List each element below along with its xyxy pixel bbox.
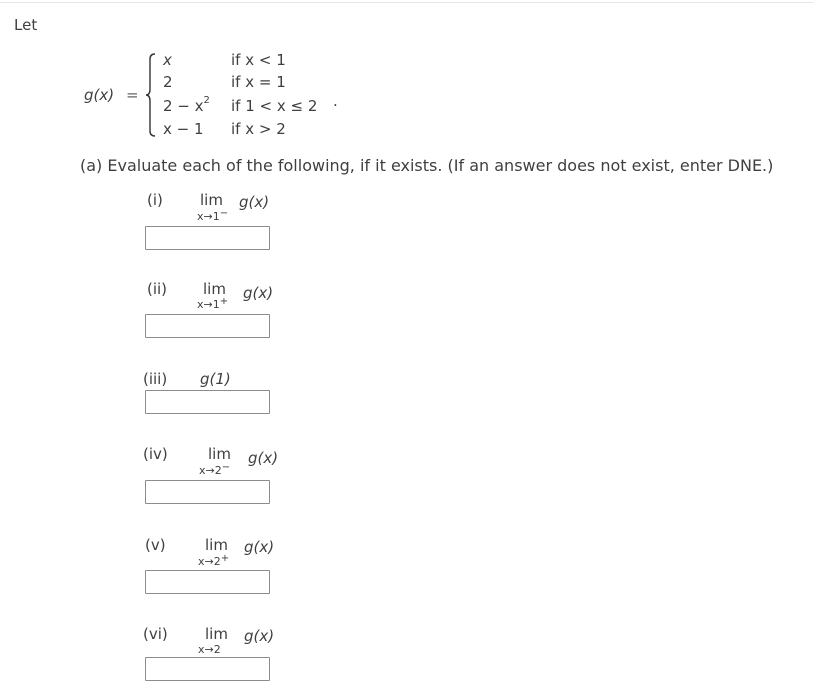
top-divider <box>0 2 813 3</box>
case-4-expr: x − 1 <box>163 120 204 138</box>
answer-input-2[interactable] <box>145 314 270 338</box>
question-2-lim: lim <box>203 280 226 298</box>
case-1-cond: if x < 1 <box>231 51 286 69</box>
question-4-label: (iv) <box>143 445 168 463</box>
part-a-prompt: (a) Evaluate each of the following, if it exists. (If an answer does not exist, enter DNE.) <box>80 156 774 175</box>
answer-input-4[interactable] <box>145 480 270 504</box>
question-4-subscript: x→2− <box>199 462 231 477</box>
answer-input-3[interactable] <box>145 390 270 414</box>
question-2-label: (ii) <box>147 280 168 298</box>
trailing-period: . <box>333 92 338 110</box>
question-2-subscript: x→1+ <box>197 296 229 311</box>
case-4-cond: if x > 2 <box>231 120 286 138</box>
question-4-lim: lim <box>208 445 231 463</box>
answer-input-5[interactable] <box>145 570 270 594</box>
question-1-lim: lim <box>200 191 223 209</box>
question-2-func: g(x) <box>243 284 274 302</box>
case-3-cond: if 1 < x ≤ 2 <box>231 97 318 115</box>
question-1-subscript: x→1− <box>197 208 229 223</box>
case-2-expr: 2 <box>163 73 173 91</box>
answer-input-1[interactable] <box>145 226 270 250</box>
answer-input-6[interactable] <box>145 657 270 681</box>
question-5-func: g(x) <box>244 538 275 556</box>
question-4-func: g(x) <box>248 449 279 467</box>
intro-text: Let <box>14 16 38 34</box>
question-1-func: g(x) <box>239 193 270 211</box>
question-6-func: g(x) <box>244 627 275 645</box>
question-3-label: (iii) <box>143 370 168 388</box>
question-6-lim: lim <box>205 625 228 643</box>
case-1-expr: x <box>163 51 172 69</box>
question-1-label: (i) <box>147 191 163 209</box>
function-name: g(x) <box>84 86 115 104</box>
question-5-lim: lim <box>205 536 228 554</box>
question-6-label: (vi) <box>143 625 168 643</box>
case-3-expr: $2 - x^2$ <box>163 95 210 115</box>
question-5-label: (v) <box>145 536 166 554</box>
equals-sign: = <box>126 86 139 104</box>
question-6-subscript: x→2 <box>198 643 221 656</box>
case-2-cond: if x = 1 <box>231 73 286 91</box>
left-brace-icon <box>146 53 156 137</box>
question-3-func: g(1) <box>200 370 231 388</box>
question-5-subscript: x→2+ <box>198 553 230 568</box>
